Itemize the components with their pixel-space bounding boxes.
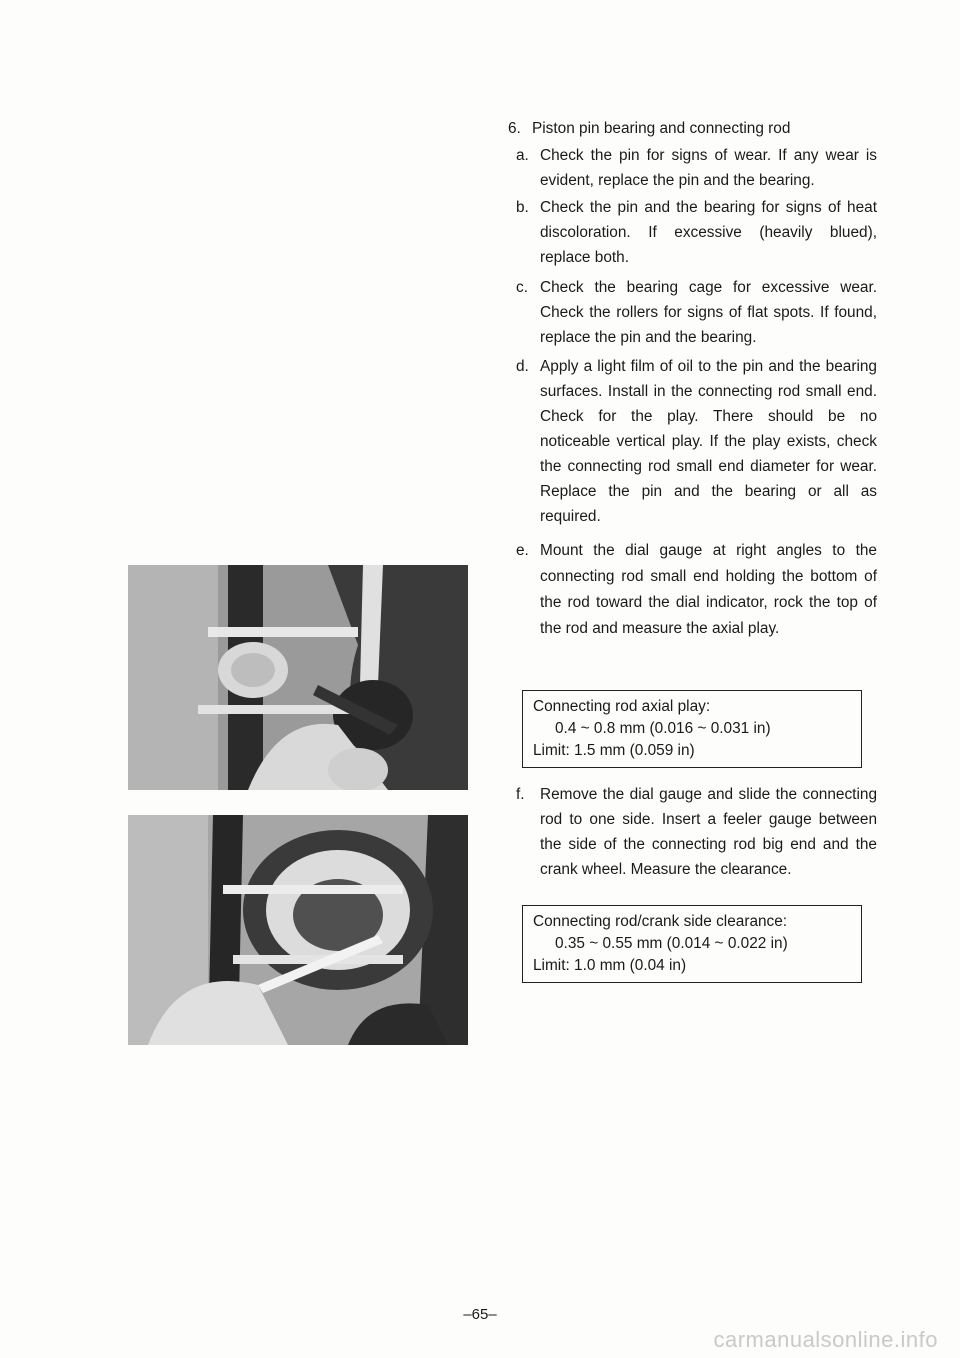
- spec-side-title: Connecting rod/crank side clearance:: [533, 913, 788, 930]
- watermark: carmanualsonline.info: [713, 1327, 938, 1352]
- spec-side-value: 0.35 ~ 0.55 mm (0.014 ~ 0.022 in): [555, 935, 788, 952]
- heading-text: Piston pin bearing and connecting rod: [532, 120, 791, 137]
- spec-axial-value: 0.4 ~ 0.8 mm (0.016 ~ 0.031 in): [555, 720, 771, 737]
- list-item-e: e. Mount the dial gauge at right angles to the connecting rod small end holding the bottom of the rod toward the dial indicator, rock the top of the rod and measure the axial play.: [516, 542, 877, 637]
- list-item-b: b. Check the pin and the bearing for signs of heat discoloration. If excessive (heavily blued), replace both.: [516, 199, 877, 266]
- section-heading: [507, 116, 877, 141]
- text-column-item-f: [515, 782, 877, 882]
- spec-axial-title: Connecting rod axial play:: [533, 698, 711, 715]
- spec-box-side-clearance: [522, 905, 862, 983]
- spec-axial-limit: Limit: 1.5 mm (0.059 in): [533, 742, 695, 759]
- spec-box-axial-play: [522, 690, 862, 768]
- photo-feeler-gauge-side-clearance: [128, 815, 468, 1045]
- text-column-main: [507, 116, 877, 642]
- list-item-a: a. Check the pin for signs of wear. If any wear is evident, replace the pin and the bearing.: [516, 147, 877, 189]
- list-item-c: c. Check the bearing cage for excessive wear. Check the rollers for signs of flat spots. If found, replace the pin and the bearing.: [516, 279, 877, 346]
- spec-side-limit: Limit: 1.0 mm (0.04 in): [533, 957, 687, 974]
- list-item-f: f. Remove the dial gauge and slide the connecting rod to one side. Insert a feeler gauge between the side of the connecting rod big end and the crank wheel. Measure the clearance.: [516, 786, 877, 878]
- heading-number: 6.: [508, 120, 521, 137]
- list-item-d: d. Apply a light film of oil to the pin and the bearing surfaces. Install in the connecting rod small end. Check for the play. There should be no noticeable vertical play. If the play exists, check the connecting rod small end diameter for wear. Replace the pin and the bearing or all as required.: [516, 358, 877, 525]
- page-number: –65–: [463, 1306, 497, 1323]
- photo-dial-gauge-axial-play: [128, 565, 468, 790]
